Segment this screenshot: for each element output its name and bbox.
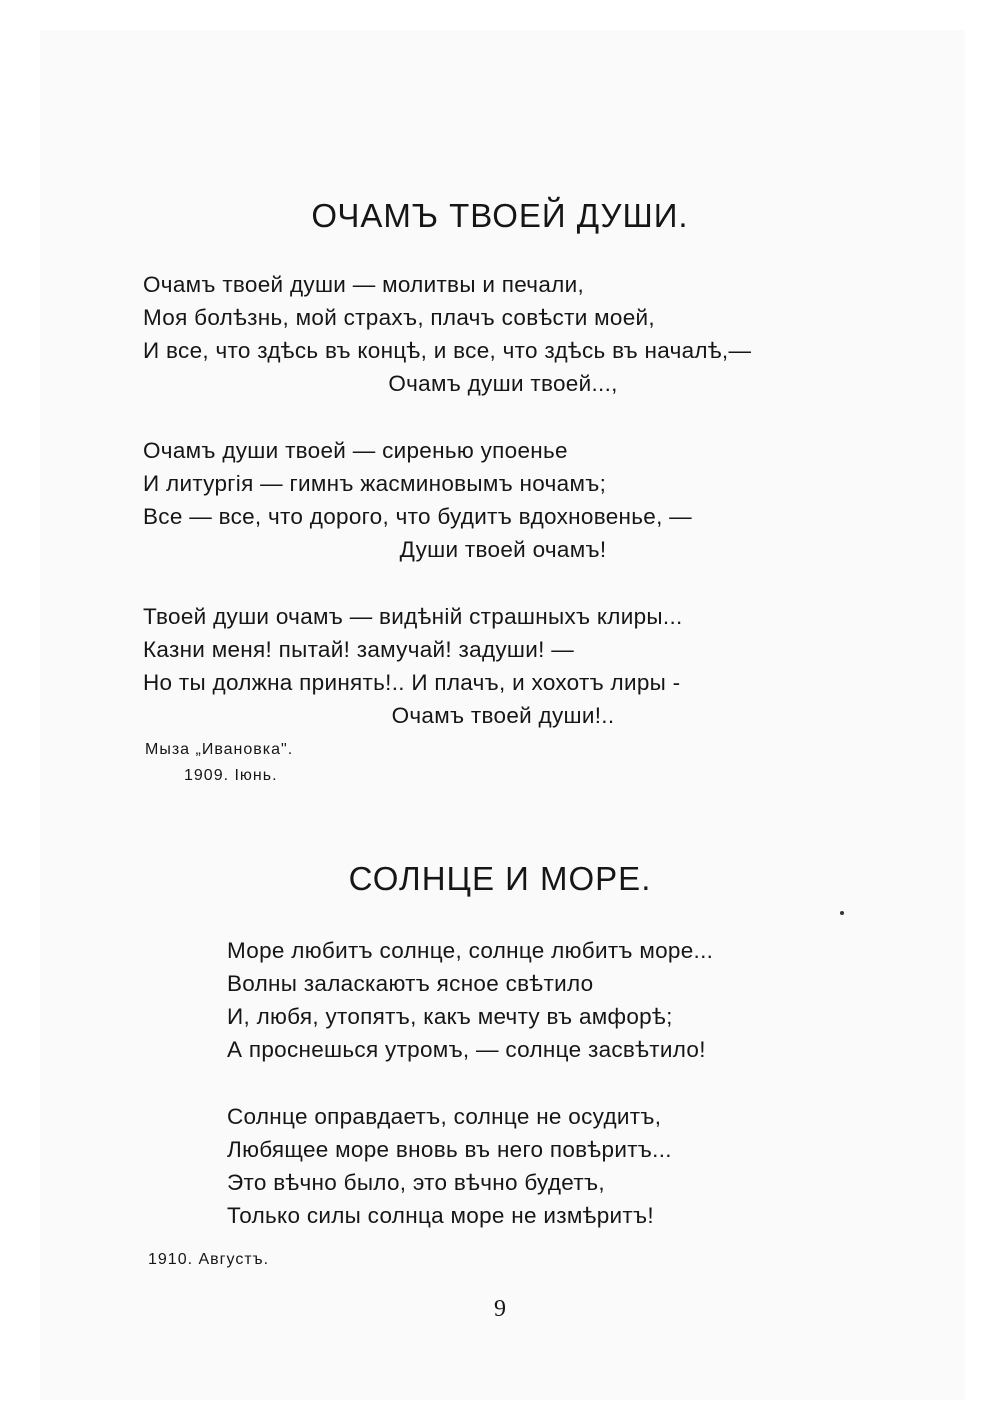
- poem-line: Это вѣчно было, это вѣчно будетъ,: [227, 1170, 605, 1195]
- poem-line: И все, что здѣсь въ концѣ, и все, что здѣсь въ началѣ,—: [143, 338, 752, 363]
- print-speck: [840, 911, 844, 915]
- poem1-place: Мыза „Ивановка".: [145, 741, 294, 758]
- poem1-stanza-2: [143, 434, 863, 566]
- poem-line: И литургія — гимнъ жасминовымъ ночамъ;: [143, 471, 607, 496]
- poem-line: Очамъ твоей души!..: [391, 703, 615, 728]
- poem-line: Моя болѣзнь, мой страхъ, плачъ совѣсти моей,: [143, 305, 655, 330]
- poem-line: Очамъ твоей души — молитвы и печали,: [143, 272, 584, 297]
- poem-line: Казни меня! пытай! замучай! задуши! —: [143, 637, 575, 662]
- poem1-stanza-1: [143, 268, 863, 400]
- poem-line: А проснешься утромъ, — солнце засвѣтило!: [227, 1037, 706, 1062]
- poem-line: Очамъ души твоей...,: [388, 371, 618, 396]
- poem-line: Море любитъ солнце, солнце любитъ море...: [227, 938, 714, 963]
- poem1-title: ОЧАМЪ ТВОЕЙ ДУШИ.: [311, 197, 689, 234]
- poem-line: Но ты должна принять!.. И плачъ, и хохотъ лиры -: [143, 670, 681, 695]
- poem-line: Очамъ души твоей — сиренью упоенье: [143, 438, 568, 463]
- poem2-date: 1910. Августъ.: [148, 1251, 270, 1268]
- poem2-title: СОЛНЦЕ И МОРЕ.: [348, 860, 652, 897]
- poem1-date: 1909. Іюнь.: [184, 767, 278, 784]
- poem-line: Души твоей очамъ!: [399, 537, 607, 562]
- poem-line: Только силы солнца море не измѣритъ!: [227, 1203, 654, 1228]
- poem-line: Волны заласкаютъ ясное свѣтило: [227, 971, 594, 996]
- poem-line: Все — все, что дорого, что будитъ вдохновенье, —: [143, 504, 692, 529]
- poem-line: Любящее море вновь въ него повѣритъ...: [227, 1137, 672, 1162]
- page-number: 9: [494, 1296, 506, 1322]
- poem-line: Солнце оправдаетъ, солнце не осудитъ,: [227, 1104, 662, 1129]
- poem1-stanza-3: [143, 600, 863, 732]
- poem-line: И, любя, утопятъ, какъ мечту въ амфорѣ;: [227, 1004, 673, 1029]
- poem2-stanza-1: [227, 934, 787, 1066]
- poem2-stanza-2: [227, 1100, 787, 1232]
- poem-line: Твоей души очамъ — видѣній страшныхъ клиры...: [143, 604, 683, 629]
